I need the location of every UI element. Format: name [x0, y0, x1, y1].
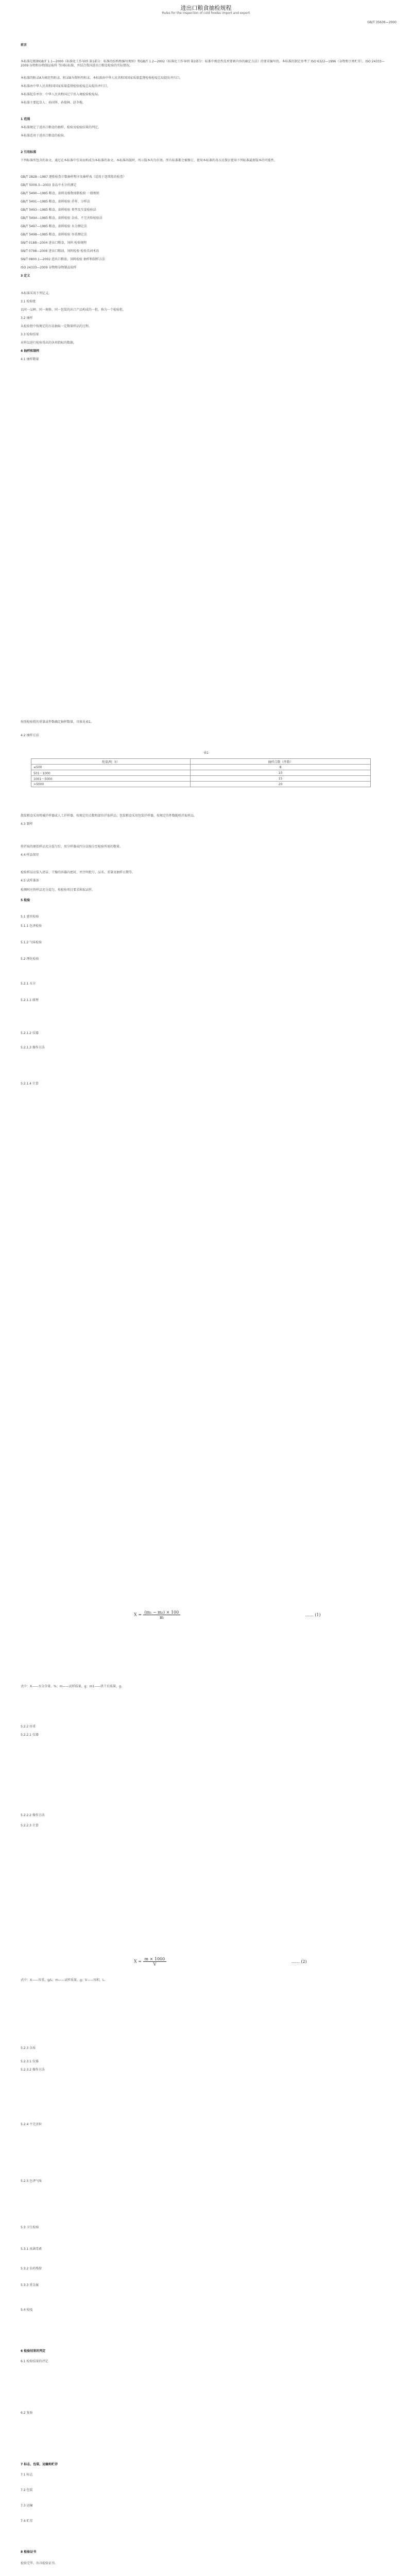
paragraph: 式中：X——水分含量，%；m——试样质量，g；m1——烘干后质量，g。 [21, 1685, 124, 1688]
paragraph: 3.2 抽样 [21, 316, 33, 320]
paragraph: 本标准适用于进出口粮食的检验。 [21, 134, 67, 138]
paragraph: 7.2 包装 [21, 2488, 33, 2492]
paragraph: GB/T 2828—1987 逐批检查计数抽样程序及抽样表（适用于连续批的检查） [21, 175, 126, 179]
paragraph: 5.2.1.3 操作方法 [21, 1046, 45, 1049]
section-heading: 3 定义 [21, 274, 30, 278]
paragraph: 5.4 检疫 [21, 2308, 33, 2312]
paragraph: 6.1 检验结果的评定 [21, 2360, 48, 2363]
paragraph: GB/T 5490—1985 粮食、油料及植物油脂检验 一般规则 [21, 192, 99, 195]
equation-number: …… (1) [305, 1612, 321, 1617]
paragraph: 7.1 标志 [21, 2473, 33, 2477]
table-header-cell: 批量/吨（t） [31, 759, 191, 765]
paragraph: 5.1 感官检验 [21, 915, 39, 919]
paragraph: 4.1 抽样数量 [21, 358, 39, 361]
table-row [31, 782, 371, 787]
table-row [31, 776, 371, 782]
paragraph: 5.3 卫生检验 [21, 2226, 39, 2229]
paragraph: 从检验批中按规定的方法抽取一定数量样品的过程。 [21, 325, 92, 328]
paragraph: 4.3 制样 [21, 822, 33, 826]
table-cell: >5000 [31, 782, 191, 787]
section-heading: 8 检验证书 [21, 2550, 37, 2554]
paragraph: 检验完毕，出具检验证书。 [21, 2562, 58, 2565]
equation-lhs: X = [134, 1612, 142, 1617]
equation-fraction [143, 1610, 181, 1620]
paragraph: 5.2.2.3 计算 [21, 1824, 39, 1827]
paragraph: 本标准采用下列定义。 [21, 292, 52, 295]
paragraph: 5.1.2 气味检验 [21, 941, 42, 944]
paragraph: 5.2.2.1 仪器 [21, 1733, 39, 1737]
table-header-cell: 抽样点数（件数） [191, 759, 371, 765]
paragraph: 5.3.2 农药残留 [21, 2267, 42, 2270]
paragraph: 5.2.1.2 仪器 [21, 1031, 39, 1035]
paragraph: 本标准主要起草人：孙国华、孙俊林、赵冬梅。 [21, 101, 86, 105]
paragraph: 本标准由中华人民共和国国家质量监督检验检疫总局提出并归口。 [21, 84, 111, 88]
paragraph: SN/T 0800.1—2002 进出口粮油、饲料检验 抽样和制样方法 [21, 258, 105, 261]
paragraph: 5.2.2.2 操作方法 [21, 1814, 45, 1817]
section-heading: 4 抽样和制样 [21, 349, 40, 353]
section-heading: 2 引用标准 [21, 150, 37, 154]
paragraph: GB/T 5498—1985 粮食、油料检验 容重测定法 [21, 233, 87, 236]
equation-denominator: V [153, 1962, 157, 1967]
table-cell: 20 [191, 782, 371, 787]
paragraph: 5.2.2 容重 [21, 1725, 36, 1728]
paragraph: 5.2.4 不完善粒 [21, 2123, 42, 2126]
paragraph: 下列标准所包含的条文，通过在本标准中引用而构成为本标准的条文。本标准出版时，所示版本均为有效。所有标准都会被修订，使用本标准的各方应探讨使用下列标准最新版本的可能性。 [21, 159, 278, 162]
paragraph: 本标准的附录A为规范性附录，附录B为资料性附录。本标准由中华人民共和国国家质量监督检验检疫总局提出并归口。 [21, 76, 183, 80]
equation-denominator: m [160, 1615, 164, 1620]
table-header-row [31, 759, 371, 765]
equation-1 [134, 1610, 321, 1620]
paragraph: 4.4 样品保存 [21, 853, 39, 857]
paragraph: SN/T 0188—2004 进出口粮食、饲料 检验规程 [21, 241, 87, 245]
paragraph: 本标准规定了进出口粮食的抽样、检验及检验结果的判定。 [21, 126, 101, 129]
table-cell: 1001～5000 [31, 776, 191, 782]
paragraph: GB/T 5009.3—2003 食品中水分的测定 [21, 183, 77, 187]
paragraph: 按照检验批的重量或件数确定抽样数量，具体见表1。 [21, 720, 94, 724]
paragraph: 5.3.1 真菌毒素 [21, 2247, 42, 2251]
paragraph: GB/T 5497—1985 粮食、油料检验 水分测定法 [21, 225, 87, 228]
paragraph: 6.2 复验 [21, 2411, 33, 2415]
paragraph: 5.2.1 水分 [21, 982, 36, 986]
paragraph: 7.4 贮存 [21, 2519, 33, 2523]
paragraph: 3.1 检验批 [21, 300, 36, 303]
paragraph: GB/T 5493—1985 粮食、油料检验 类型及互混检验法 [21, 208, 96, 212]
document-title: 进出口粮食抽检规程 [180, 5, 232, 11]
paragraph: 5.2.3.2 操作方法 [21, 2068, 45, 2072]
section-heading: 7 标志、包装、运输和贮存 [21, 2463, 58, 2466]
section-heading: 1 范围 [21, 117, 30, 121]
paragraph: 5.3.3 重金属 [21, 2283, 39, 2287]
paragraph: GB/T 5491—1985 粮食、油料检验 扦样、分样法 [21, 200, 90, 204]
table-row [31, 765, 371, 770]
paragraph: 5.2.1.1 原理 [21, 998, 39, 1002]
paragraph: 4.2 抽样方法 [21, 734, 39, 737]
paragraph: 5.2.1.4 计算 [21, 1082, 39, 1086]
paragraph: 5.2.3.1 仪器 [21, 2060, 39, 2063]
equation-fraction [143, 1957, 167, 1967]
equation-lhs: X = [134, 1959, 142, 1964]
standard-code: GB/T 35636—2000 [367, 21, 397, 24]
equation-number: …… (2) [291, 1959, 307, 1964]
paragraph: 5.2.5 色泽气味 [21, 2179, 42, 2183]
section-heading: 6 检验结果的判定 [21, 2349, 46, 2353]
equation-2 [134, 1957, 307, 1967]
paragraph: 本标准起草单位：中华人民共和国辽宁出入境检验检疫局。 [21, 93, 101, 96]
paragraph: 本标准是根据GB/T 1.1—2000《标准化工作导则 第1部分：标准的结构和编写规则》和GB/T 1.2—2002《标准化工作导则 第2部分：标准中规范性技术要素内容的确定方法》的要求编写的。本标准的制定参考了 ISO 6322—1996（谷物和豆类贮存）、ISO 24333—2009 谷物和谷物制品取样 等国际标准，并结合我国进出口粮食检验的实际情况。 [21, 60, 385, 67]
paragraph: 检测时应将样品充分混匀，按检验项目要求称取试样。 [21, 888, 95, 892]
section-heading: 前言 [21, 43, 27, 47]
equation-numerator: m × 1000 [143, 1957, 167, 1962]
paragraph: 5.2.3 杂质 [21, 2046, 36, 2050]
table-cell: 8 [191, 765, 371, 770]
paragraph: 5.1.1 色泽检验 [21, 924, 42, 928]
paragraph: 4.5 试样准备 [21, 879, 39, 883]
sampling-table [31, 758, 371, 787]
table-cell: 10 [191, 770, 371, 776]
table-cell: 501～1000 [31, 770, 191, 776]
paragraph: ISO 24333—2009 谷物和谷物制品取样 [21, 266, 77, 269]
paragraph: GB/T 5494—1985 粮食、油料检验 杂质、不完善粒检验法 [21, 216, 102, 220]
table-cell: 15 [191, 776, 371, 782]
table-row [31, 770, 371, 776]
table-cell: ≤500 [31, 765, 191, 770]
paragraph: 3.3 检验结果 [21, 333, 39, 336]
paragraph: 对样品进行检验得出的各项指标的数据。 [21, 341, 77, 345]
equation-numerator: (m₁ − m₂) × 100 [143, 1610, 181, 1615]
paragraph: 将扦取的原始样品充分混匀后，用分样器或四分法缩分至检验所需的数量。 [21, 845, 123, 849]
table-caption: 表1 [203, 751, 209, 755]
paragraph: 散装粮食采用机械扦样器或人工扦样器，按规定的点数和部位扦取样品；包装粮食采用包装扦样器，按规定的件数随机扦取样品。 [21, 814, 197, 818]
paragraph: SN/T 0798—2006 进出口粮油、饲料检验 检验名词术语 [21, 249, 99, 253]
paragraph: 7.3 运输 [21, 2504, 33, 2507]
paragraph: 式中：X——容重，g/L；m——试样质量，g；V——容积，L。 [21, 1978, 108, 1982]
document-subtitle: Rules for the inspection of cold foodss import and export [162, 11, 250, 15]
section-heading: 5 检验 [21, 899, 30, 902]
paragraph: 5.2 理化检验 [21, 957, 39, 961]
paragraph: 检验样品应装入清洁、干燥的容器内密封，并注明批号、品名、重量及抽样日期等。 [21, 871, 135, 874]
paragraph: 以同一品种、同一规格、同一包装的出口产品构成的一批，称为一个检验批。 [21, 308, 126, 312]
